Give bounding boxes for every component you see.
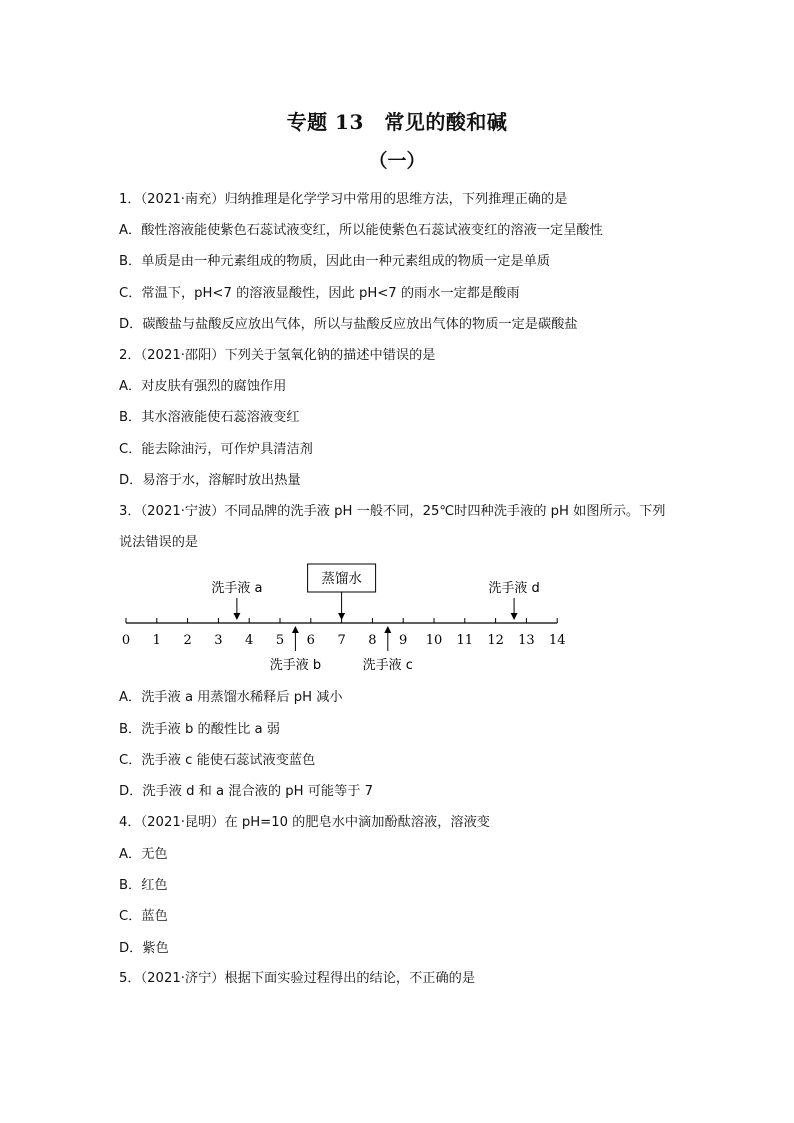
ph-tick-label: 0 <box>121 633 131 648</box>
page-title: 专题 13 常见的酸和碱 <box>286 110 508 134</box>
question-5-stem: 5．（2021·济宁）根据下面实验过程得出的结论，不正确的是 <box>119 971 476 986</box>
ph-tick-label: 8 <box>368 633 377 648</box>
question-2-option-a: A．对皮肤有强烈的腐蚀作用 <box>119 379 287 394</box>
question-2-option-b: B．其水溶液能使石蕊溶液变红 <box>119 410 300 425</box>
marker-arrowhead-d <box>511 613 518 620</box>
page-subtitle: （一） <box>368 150 426 172</box>
question-1-option-c: C．常温下，pH<7 的溶液显酸性，因此 pH<7 的雨水一定都是酸雨 <box>119 286 520 301</box>
question-2-option-d: D．易溶于水，溶解时放出热量 <box>119 473 301 488</box>
ph-tick-label: 2 <box>183 633 192 648</box>
ph-tick-label: 1 <box>152 633 161 648</box>
question-1-option-d: D．碳酸盐与盐酸反应放出气体，所以与盐酸反应放出气体的物质一定是碳酸盐 <box>119 317 578 332</box>
question-1-option-b: B．单质是由一种元素组成的物质，因此由一种元素组成的物质一定是单质 <box>119 254 551 269</box>
question-3-option-d: D．洗手液 d 和 a 混合液的 pH 可能等于 7 <box>119 784 374 799</box>
ph-tick-label: 7 <box>337 633 346 648</box>
distilled-water-arrowhead <box>338 613 345 620</box>
marker-arrowhead-a <box>233 613 240 620</box>
marker-label-b: 洗手液 b <box>269 658 322 673</box>
ph-tick-label: 6 <box>306 633 315 648</box>
marker-label-a: 洗手液 a <box>211 581 263 596</box>
marker-arrowhead-b <box>292 626 299 633</box>
question-3-option-b: B．洗手液 b 的酸性比 a 弱 <box>119 722 280 737</box>
question-1-stem: 1．（2021·南充）归纳推理是化学学习中常用的思维方法，下列推理正确的是 <box>119 192 568 207</box>
question-3-option-c: C．洗手液 c 能使石蕊试液变蓝色 <box>119 753 316 768</box>
ph-tick-label: 11 <box>456 633 474 648</box>
question-4-option-c: C．蓝色 <box>119 909 168 924</box>
ph-tick-label: 9 <box>399 633 408 648</box>
question-4-option-d: D．紫色 <box>119 941 169 956</box>
ph-tick-label: 14 <box>548 633 566 648</box>
distilled-water-label: 蒸馏水 <box>321 571 362 587</box>
question-2-stem: 2．（2021·邵阳）下列关于氢氧化钠的描述中错误的是 <box>119 348 436 363</box>
ph-tick-label: 5 <box>275 633 285 648</box>
marker-arrowhead-c <box>384 626 391 633</box>
question-2-option-c: C．能去除油污，可作炉具清洁剂 <box>119 442 313 457</box>
marker-label-d: 洗手液 d <box>488 581 540 596</box>
question-3-option-a: A．洗手液 a 用蒸馏水稀释后 pH 减小 <box>119 690 343 705</box>
ph-tick-label: 10 <box>425 633 443 648</box>
question-4-option-b: B．红色 <box>119 878 168 893</box>
question-3-stem-continued: 说法错误的是 <box>119 535 199 550</box>
ph-tick-label: 4 <box>245 633 254 648</box>
question-4-option-a: A．无色 <box>119 847 168 862</box>
ph-tick-label: 13 <box>518 633 535 648</box>
question-1-option-a: A．酸性溶液能使紫色石蕊试液变红，所以能使紫色石蕊试液变红的溶液一定呈酸性 <box>119 223 603 238</box>
ph-tick-label: 3 <box>214 633 223 648</box>
marker-label-c: 洗手液 c <box>362 658 413 673</box>
question-4-stem: 4．（2021·昆明）在 pH=10 的肥皂水中滴加酚酞溶液，溶液变 <box>119 815 490 830</box>
question-3-stem: 3．（2021·宁波）不同品牌的洗手液 pH 一般不同，25℃时四种洗手液的 pH 如图所示。下列 <box>119 504 666 519</box>
ph-tick-label: 12 <box>487 633 504 648</box>
ph-number-line-figure <box>110 560 590 685</box>
